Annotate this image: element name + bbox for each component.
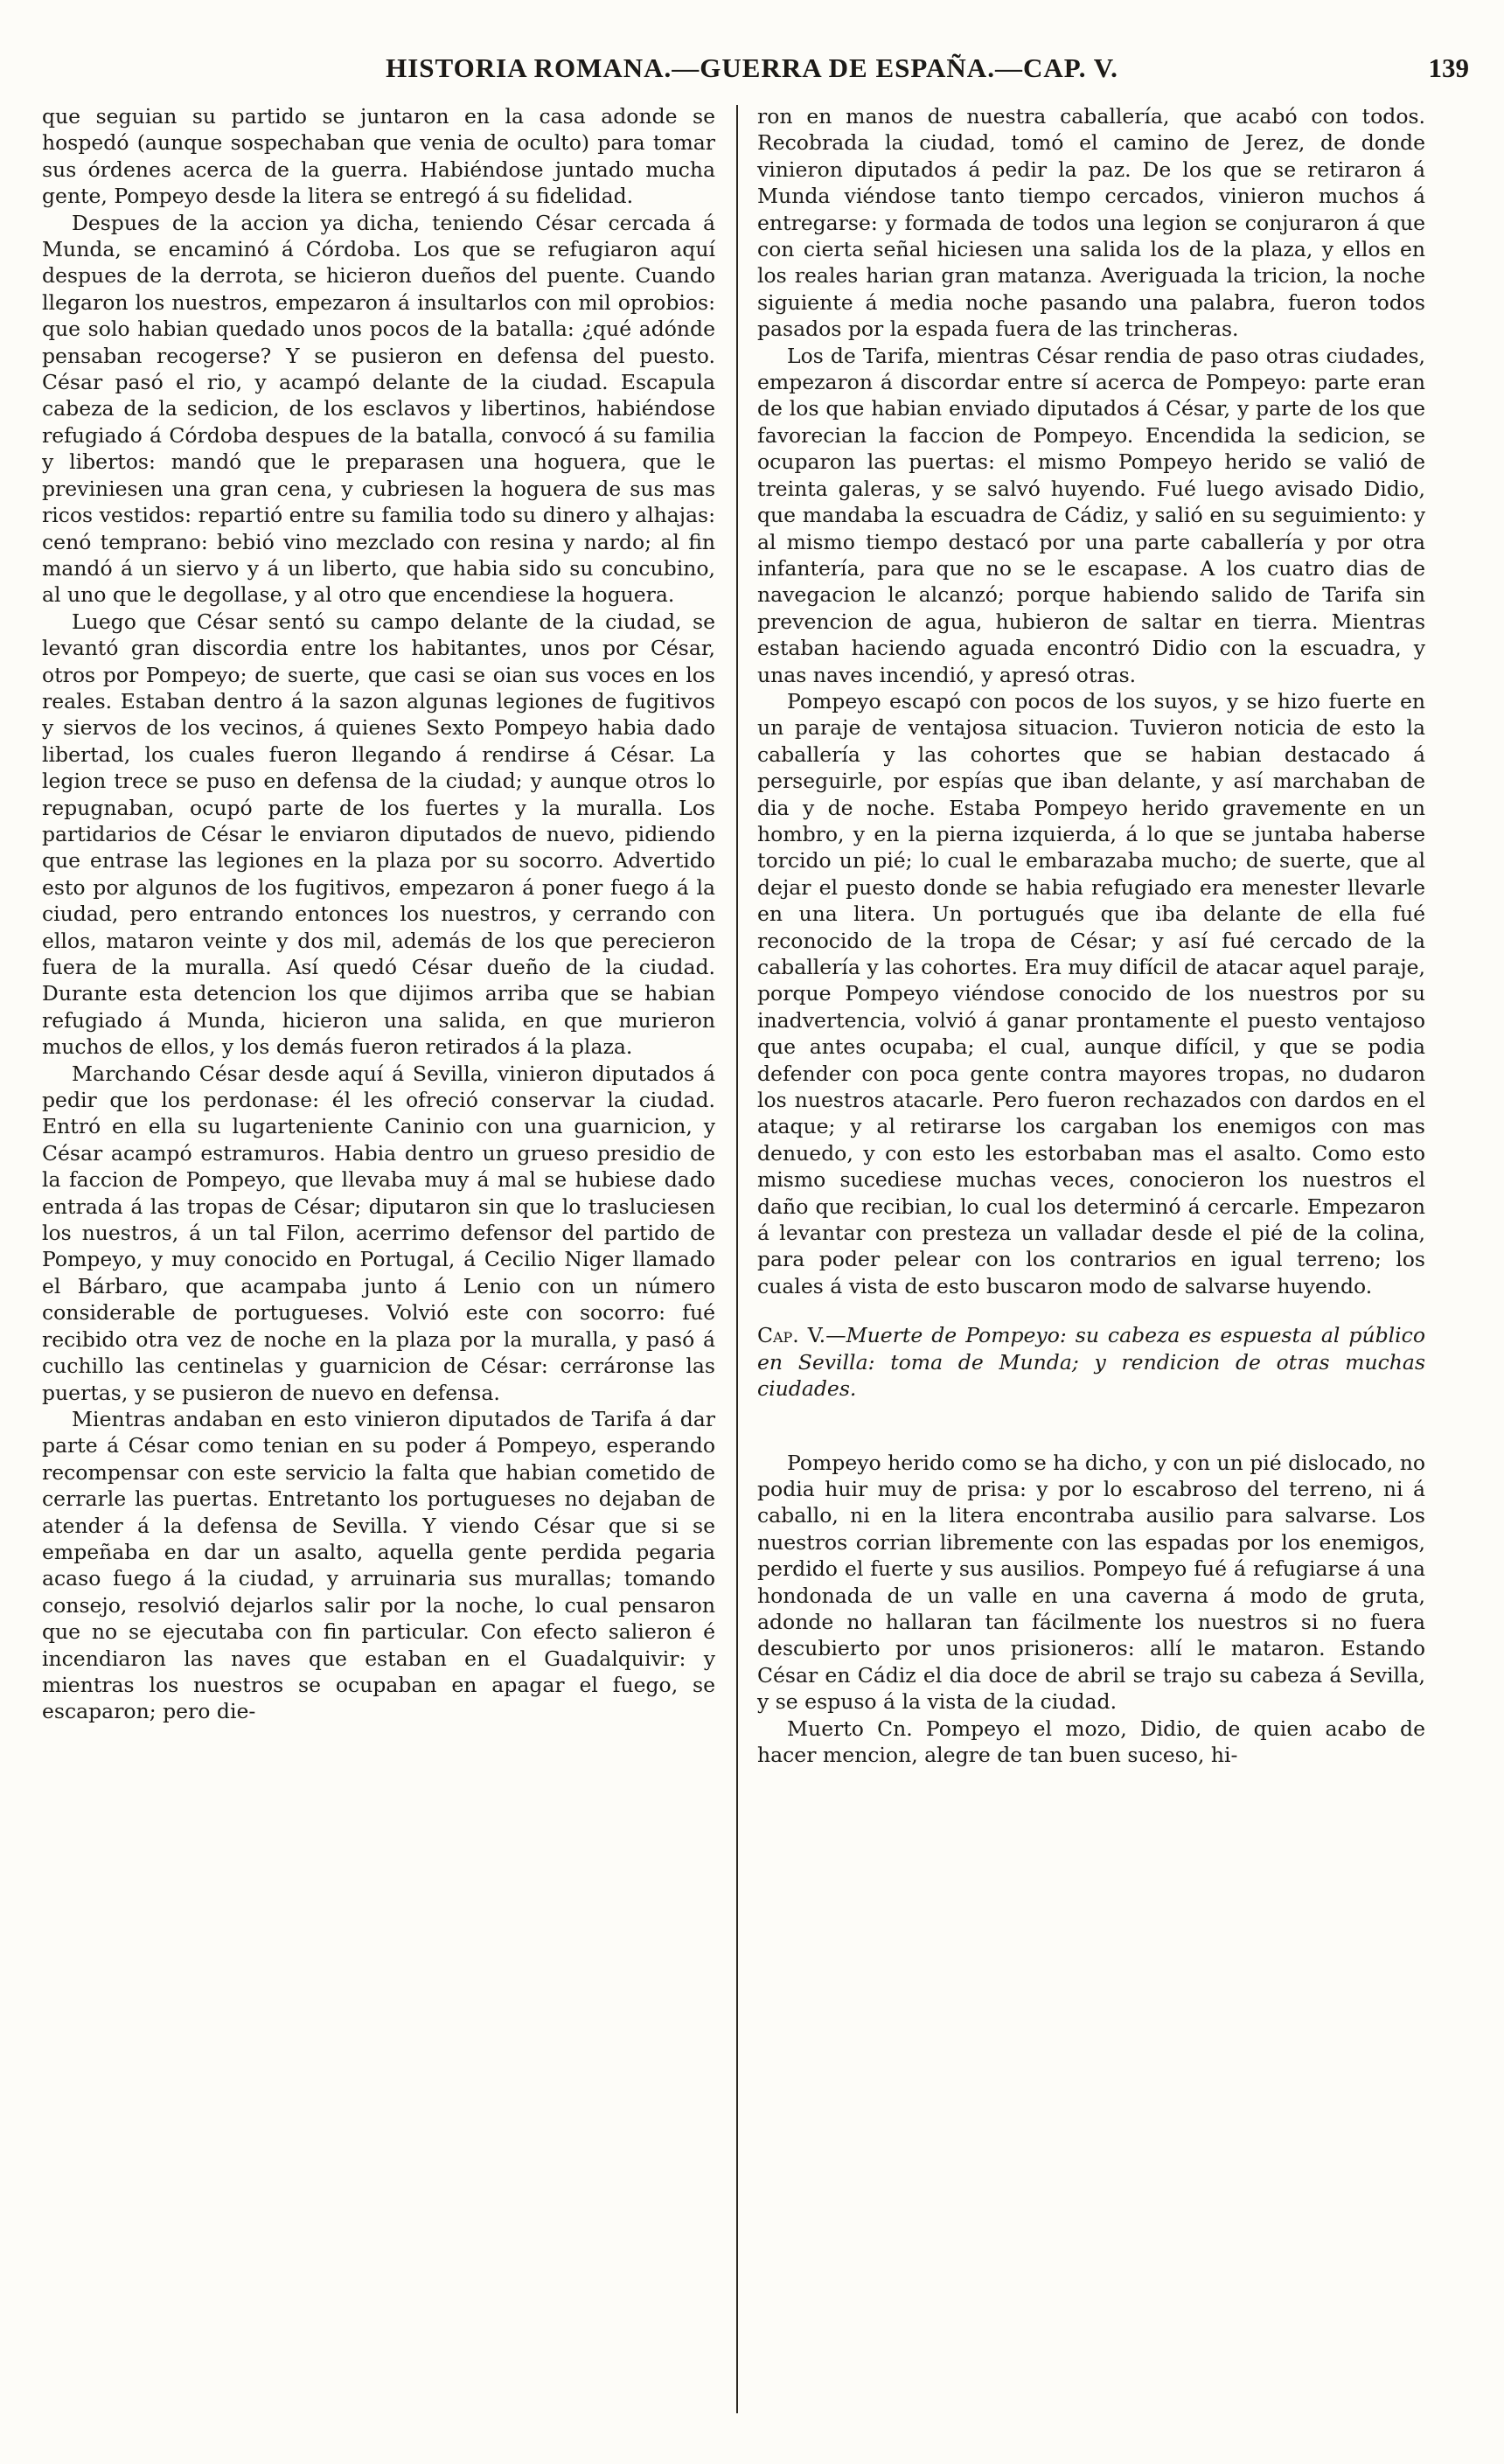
column-divider xyxy=(736,105,738,2413)
chapter-label: Cap. V.— xyxy=(757,1323,846,1348)
paragraph: Despues de la accion ya dicha, teniendo César cercada á Munda, se encaminó á Córdoba. Los que se refugiaron aquí despues de la derrota, se hicieron dueños del puente. Cuando llegaron los nuestros, empezaron á insultarlos con mil oprobios: que solo habian quedado unos pocos de la batalla: ¿qué adónde pensaban recogerse? Y se pusieron en defensa del puesto. César pasó el rio, y acampó delante de la ciudad. Escapula cabeza de la sedicion, de los esclavos y libertinos, habiéndose refugiado á Córdoba despues de la batalla, convocó á su familia y libertos: mandó que le preparasen una hoguera, que le previniesen una gran cena, y cubriesen la hoguera de sus mas ricos vestidos: repartió entre su familia todo su dinero y alhajas: cenó temprano: bebió vino mezclado con resina y nardo; al fin mandó á un siervo y á un liberto, que habia sido su concubino, al uno que le degollase, y al otro que encendiese la hoguera. xyxy=(42,210,715,608)
running-header xyxy=(35,52,1469,96)
paragraph: que seguian su partido se juntaron en la casa adonde se hospedó (aunque sospechaban que venia de oculto) para tomar sus órdenes acerca de la guerra. Habiéndose juntado mucha gente, Pompeyo desde la litera se entregó á su fidelidad. xyxy=(42,104,715,209)
paragraph: ron en manos de nuestra caballería, que acabó con todos. Recobrada la ciudad, tomó el camino de Jerez, de donde vinieron diputados á pedir la paz. De los que se retiraron á Munda viéndose tanto tiempo cercados, vinieron muchos á entregarse: y formada de todos una legion se conjuraron á que con cierta señal hiciesen una salida los de la plaza, y ellos en los reales harian gran matanza. Averiguada la tricion, la noche siguiente á media noche pasando una palabra, fueron todos pasados por la espada fuera de las trincheras. xyxy=(757,104,1425,342)
chapter-heading xyxy=(757,1322,1425,1402)
page-number: 139 xyxy=(1428,52,1469,83)
paragraph: Pompeyo escapó con pocos de los suyos, y se hizo fuerte en un paraje de ventajosa situacion. Tuvieron noticia de esto la caballería y las cohortes que se habian destacado á perseguirle, por espías que iban delante, y así marchaban de dia y de noche. Estaba Pompeyo herido gravemente en un hombro, y en la pierna izquierda, á lo que se juntaba haberse torcido un pié; lo cual le embarazaba mucho; de suerte, que al dejar el puesto donde se habia refugiado era menester llevarle en una litera. Un portugués que iba delante de ella fué reconocido de la tropa de César; y así fué cercado de la caballería y las cohortes. Era muy difícil de atacar aquel paraje, porque Pompeyo viéndose conocido de los nuestros por su inadvertencia, volvió á ganar prontamente el puesto ventajoso que antes ocupaba; el cual, aunque difícil, y que se podia defender con poca gente contra mayores tropas, no dudaron los nuestros atacarle. Pero fueron rechazados con dardos en el ataque; y al retirarse los cargaban los enemigos con mas denuedo, y con esto les estorbaban mas el asalto. Como esto mismo sucediese muchas veces, conocieron los nuestros el daño que recibian, lo cual los determinó á cercarle. Empezaron á levantar con presteza un valladar desde el pié de la colina, para poder pelear con los contrarios en igual terreno; los cuales á vista de esto buscaron modo de salvarse huyendo. xyxy=(757,688,1425,1298)
paragraph: Pompeyo herido como se ha dicho, y con un pié dislocado, no podia huir muy de prisa: y por lo escabroso del terreno, ni á caballo, ni en la litera encontraba ausilio para salvarse. Los nuestros corrian libremente con las espadas por los enemigos, perdido el fuerte y sus ausilios. Pompeyo fué á refugiarse á una hondonada de un valle en una caverna á modo de gruta, adonde no hallaran tan fácilmente los nuestros si no fuera descubierto por unos prisioneros: allí le mataron. Estando César en Cádiz el dia doce de abril se trajo su cabeza á Sevilla, y se espuso á la vista de la ciudad. xyxy=(757,1450,1426,1715)
paragraph: Mientras andaban en esto vinieron diputados de Tarifa á dar parte á César como tenian en su poder á Pompeyo, esperando recompensar con este servicio la falta que habian cometido de cerrarle las puertas. Entretanto los portugueses no dejaban de atender á la defensa de Sevilla. Y viendo César que si se empeñaba en dar un asalto, aquella gente perdida pegaria acaso fuego á la ciudad, y arruinaria sus murallas; tomando consejo, resolvió dejarlos salir por la noche, lo cual pensaron que no se ejecutaba con fin particular. Con efecto salieron é incendiaron las naves que estaban en el Guadalquivir: y mientras los nuestros se ocupaban en apagar el fuego, se escaparon; pero die- xyxy=(42,1406,715,1724)
paragraph: Marchando César desde aquí á Sevilla, vinieron diputados á pedir que los perdonase: él les ofreció conservar la ciudad. Entró en ella su lugarteniente Caninio con una guarnicion, y César acampó estramuros. Habia dentro un grueso presidio de la faccion de Pompeyo, que llevaba muy á mal se hubiese dado entrada á las tropas de César; diputaron sin que lo trasluciesen los nuestros, á un tal Filon, acerrimo defensor del partido de Pompeyo, y muy conocido en Portugal, á Cecilio Niger llamado el Bárbaro, que acampaba junto á Lenio con un número considerable de portugueses. Volvió este con socorro: fué recibido otra vez de noche en la plaza por la muralla, y pasó á cuchillo las centinelas y guarnicion de César: cerráronse las puertas, y se pusieron de nuevo en defensa. xyxy=(42,1061,715,1405)
paragraph: Los de Tarifa, mientras César rendia de paso otras ciudades, empezaron á discordar entre sí acerca de Pompeyo: parte eran de los que habian enviado diputados á César, y parte de los que favorecian la faccion de Pompeyo. Encendida la sedicion, se ocuparon las puertas: el mismo Pompeyo herido se valió de treinta galeras, y se salvó huyendo. Fué luego avisado Didio, que mandaba la escuadra de Cádiz, y salió en su seguimiento: y al mismo tiempo destacó por una parte caballería y por otra infantería, para que no se le escapase. A los cuatro dias de navegacion le alcanzó; porque habiendo salido de Tarifa sin prevencion de agua, hubieron de saltar en tierra. Mientras estaban haciendo aguada encontró Didio con la escuadra, y unas naves incendió, y apresó otras. xyxy=(757,343,1425,687)
right-column xyxy=(757,103,1425,1768)
running-title: HISTORIA ROMANA.—GUERRA DE ESPAÑA.—CAP. V. xyxy=(386,52,1118,83)
left-column xyxy=(42,103,715,1725)
paragraph: Luego que César sentó su campo delante de la ciudad, se levantó gran discordia entre los habitantes, unos por César, otros por Pompeyo; de suerte, que casi se oian sus voces en los reales. Estaban dentro á la sazon algunas legiones de fugitivos y siervos de los vecinos, á quienes Sexto Pompeyo habia dado libertad, los cuales fueron llegando á rendirse á César. La legion trece se puso en defensa de la ciudad; y aunque otros lo repugnaban, ocupó parte de los fuertes y la muralla. Los partidarios de César le enviaron diputados de nuevo, pidiendo que entrase las legiones en la plaza por su socorro. Advertido esto por algunos de los fugitivos, empezaron á poner fuego á la ciudad, pero entrando entonces los nuestros, y cerrando con ellos, mataron veinte y dos mil, además de los que perecieron fuera de la muralla. Así quedó César dueño de la ciudad. Durante esta detencion los que dijimos arriba que se habian refugiado á Munda, hicieron una salida, en que murieron muchos de ellos, y los demás fueron retirados á la plaza. xyxy=(42,609,715,1060)
chapter-summary: Muerte de Pompeyo: su cabeza es espuesta al público en Sevilla: toma de Munda; y rendicion de otras muchas ciudades. xyxy=(757,1323,1425,1402)
paragraph: Muerto Cn. Pompeyo el mozo, Didio, de quien acabo de hacer mencion, alegre de tan buen suceso, hi- xyxy=(757,1716,1425,1767)
